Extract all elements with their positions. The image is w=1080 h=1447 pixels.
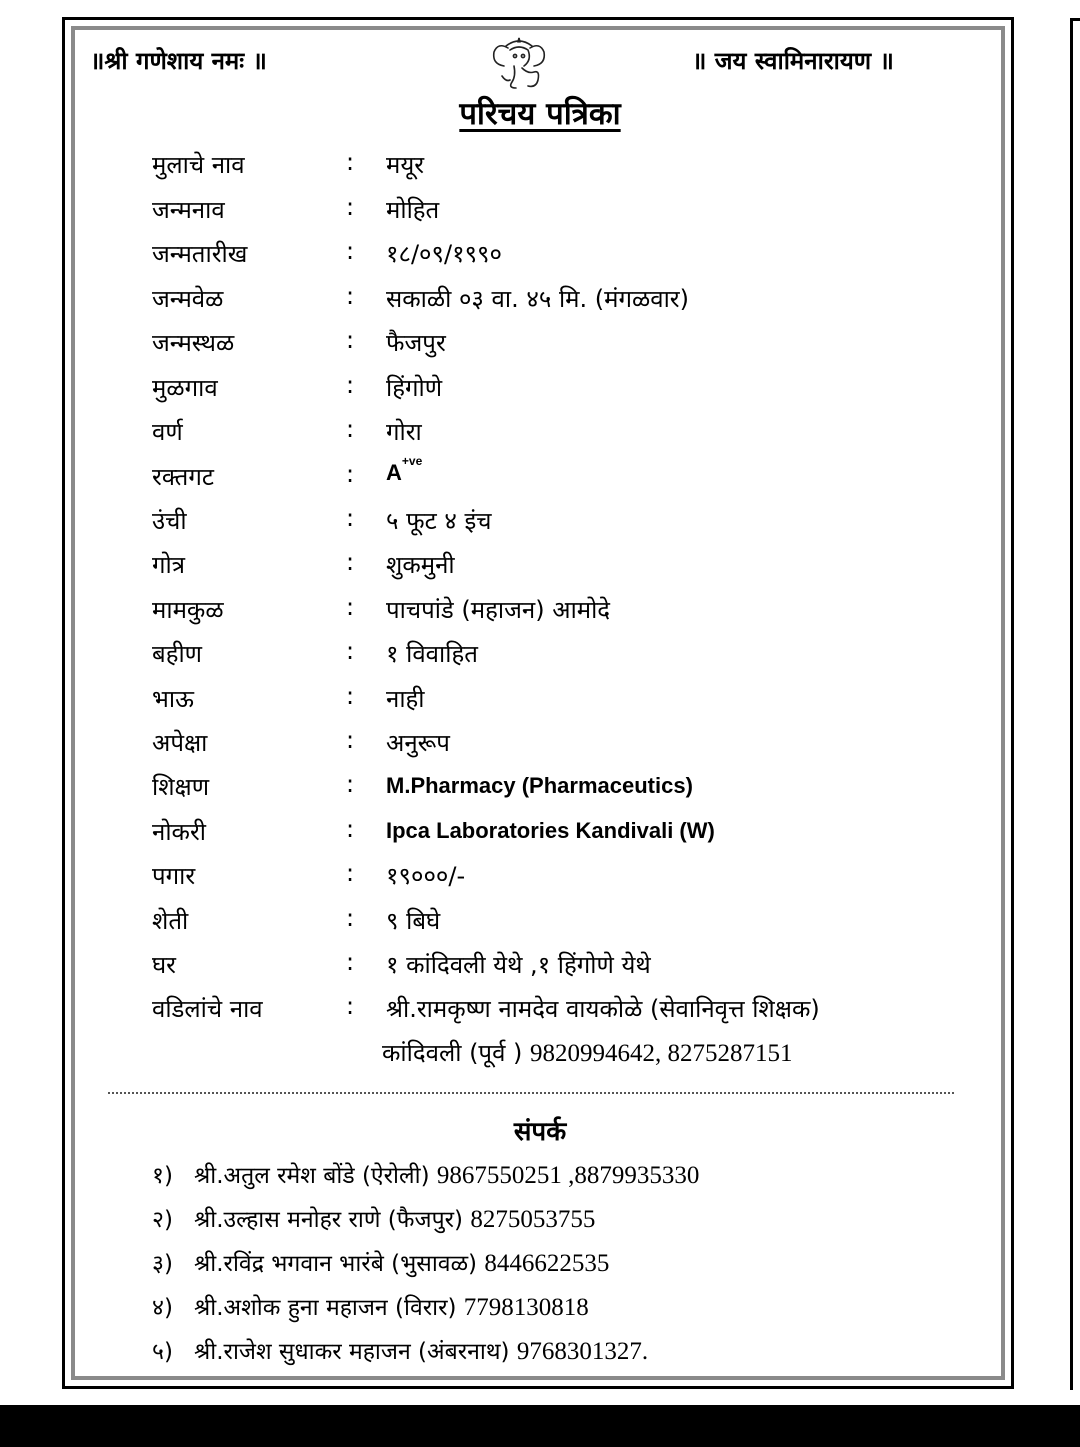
detail-colon: : xyxy=(346,726,355,754)
detail-row xyxy=(0,770,1080,810)
detail-label: नोकरी xyxy=(152,818,206,846)
detail-colon: : xyxy=(346,460,355,488)
page-title: परिचय पत्रिका xyxy=(459,96,621,132)
father-address-line xyxy=(382,1036,793,1069)
detail-row xyxy=(0,326,1080,366)
detail-label: पगार xyxy=(152,862,196,890)
detail-row xyxy=(0,548,1080,588)
detail-row xyxy=(0,948,1080,988)
detail-value: पाचपांडे (महाजन) आमोदे xyxy=(386,596,611,624)
contact-phone: 9867550251 ,8879935330 xyxy=(436,1162,700,1189)
detail-row xyxy=(0,237,1080,277)
detail-label: रक्तगट xyxy=(152,463,214,491)
ganesha-emblem-icon xyxy=(488,36,550,92)
detail-value: फैजपुर xyxy=(386,329,446,357)
detail-value: १८/०९/१९९० xyxy=(386,240,503,268)
detail-colon: : xyxy=(346,593,355,621)
detail-row xyxy=(0,904,1080,944)
header-invocation-right: ॥ जय स्वामिनारायण ॥ xyxy=(692,47,894,75)
detail-label: शिक्षण xyxy=(152,773,210,801)
detail-label: वर्ण xyxy=(152,418,183,446)
detail-value: सकाळी ०३ वा. ४५ मि. (मंगळवार) xyxy=(386,285,689,313)
detail-value: १ कांदिवली येथे ,१ हिंगोणे येथे xyxy=(386,951,651,979)
detail-label: बहीण xyxy=(152,640,203,668)
detail-row xyxy=(0,415,1080,455)
contact-number: २) xyxy=(152,1207,173,1233)
blood-group-rh: +ve xyxy=(401,454,423,468)
detail-row xyxy=(0,148,1080,188)
detail-label: शेती xyxy=(152,907,189,935)
contact-name: श्री.अशोक हुना महाजन (विरार) xyxy=(194,1295,457,1321)
detail-row xyxy=(0,992,1080,1032)
detail-value: गोरा xyxy=(386,418,422,446)
detail-colon: : xyxy=(346,282,355,310)
contact-item xyxy=(152,1334,648,1366)
detail-row xyxy=(0,593,1080,633)
detail-label: मुलाचे नाव xyxy=(152,151,245,179)
contact-name: श्री.रविंद्र भगवान भारंबे (भुसावळ) xyxy=(194,1251,478,1277)
detail-colon: : xyxy=(346,904,355,932)
detail-label: जन्मतारीख xyxy=(152,240,248,268)
detail-row xyxy=(0,726,1080,766)
detail-row xyxy=(0,682,1080,722)
detail-colon: : xyxy=(346,371,355,399)
contact-phone: 8446622535 xyxy=(484,1250,610,1277)
father-place: कांदिवली (पूर्व ) xyxy=(382,1039,523,1067)
contact-item xyxy=(152,1202,595,1234)
detail-value: नाही xyxy=(386,685,425,713)
detail-colon: : xyxy=(346,770,355,798)
detail-label: वडिलांचे नाव xyxy=(152,995,263,1023)
blood-group-letter: A xyxy=(386,460,402,485)
detail-row xyxy=(0,454,1080,500)
contact-number: १) xyxy=(152,1163,173,1189)
detail-value: ९ बिघे xyxy=(386,907,441,935)
detail-row xyxy=(0,193,1080,233)
detail-value: मयूर xyxy=(386,151,425,179)
detail-label: अपेक्षा xyxy=(152,729,208,757)
contact-phone: 9768301327. xyxy=(516,1338,649,1365)
detail-row xyxy=(0,859,1080,899)
detail-value: श्री.रामकृष्ण नामदेव वायकोळे (सेवानिवृत्त शिक्षक) xyxy=(386,995,820,1023)
detail-value: शुकमुनी xyxy=(386,551,455,579)
detail-colon: : xyxy=(346,815,355,843)
detail-value: १९०००/- xyxy=(386,862,466,890)
detail-colon: : xyxy=(346,415,355,443)
detail-value xyxy=(386,454,423,486)
contact-item xyxy=(152,1246,609,1278)
contact-number: ३) xyxy=(152,1251,173,1277)
detail-label: घर xyxy=(152,951,176,979)
detail-colon: : xyxy=(346,504,355,532)
detail-label: भाऊ xyxy=(152,685,194,713)
header-invocation-left: ॥श्री गणेशाय नमः ॥ xyxy=(90,47,267,75)
detail-value: M.Pharmacy (Pharmaceutics) xyxy=(386,773,693,798)
detail-colon: : xyxy=(346,992,355,1020)
detail-colon: : xyxy=(346,859,355,887)
detail-value: अनुरूप xyxy=(386,729,450,757)
detail-row xyxy=(0,504,1080,544)
detail-row xyxy=(0,637,1080,677)
detail-colon: : xyxy=(346,237,355,265)
detail-colon: : xyxy=(346,948,355,976)
section-divider xyxy=(108,1092,954,1094)
contact-phone: 7798130818 xyxy=(463,1294,589,1321)
detail-row xyxy=(0,282,1080,322)
detail-label: जन्मस्थळ xyxy=(152,329,235,357)
detail-colon: : xyxy=(346,193,355,221)
detail-colon: : xyxy=(346,637,355,665)
contact-name: श्री.उल्हास मनोहर राणे (फैजपुर) xyxy=(194,1207,464,1233)
contact-name: श्री.राजेश सुधाकर महाजन (अंबरनाथ) xyxy=(194,1339,510,1365)
contact-phone: 8275053755 xyxy=(470,1206,596,1233)
detail-colon: : xyxy=(346,148,355,176)
detail-row xyxy=(0,371,1080,411)
detail-colon: : xyxy=(346,326,355,354)
detail-value: हिंगोणे xyxy=(386,374,443,402)
contact-number: ४) xyxy=(152,1295,173,1321)
detail-label: मुळगाव xyxy=(152,374,218,402)
detail-value: ५ फूट ४ इंच xyxy=(386,507,492,535)
detail-label: उंची xyxy=(152,507,187,535)
contact-name: श्री.अतुल रमेश बोंडे (ऐरोली) xyxy=(194,1163,430,1189)
detail-label: जन्मवेळ xyxy=(152,285,224,313)
contact-number: ५) xyxy=(152,1339,173,1365)
detail-value: Ipca Laboratories Kandivali (W) xyxy=(386,818,715,843)
detail-label: जन्मनाव xyxy=(152,196,225,224)
contact-item xyxy=(152,1290,589,1322)
detail-label: गोत्र xyxy=(152,551,185,579)
contact-heading: संपर्क xyxy=(513,1117,567,1147)
detail-colon: : xyxy=(346,548,355,576)
detail-colon: : xyxy=(346,682,355,710)
detail-value: मोहित xyxy=(386,196,440,224)
detail-label: मामकुळ xyxy=(152,596,224,624)
father-phones: 9820994642, 8275287151 xyxy=(530,1040,793,1067)
bottom-band xyxy=(0,1405,1080,1447)
contact-item xyxy=(152,1158,699,1190)
detail-row xyxy=(0,815,1080,855)
detail-value: १ विवाहित xyxy=(386,640,478,668)
